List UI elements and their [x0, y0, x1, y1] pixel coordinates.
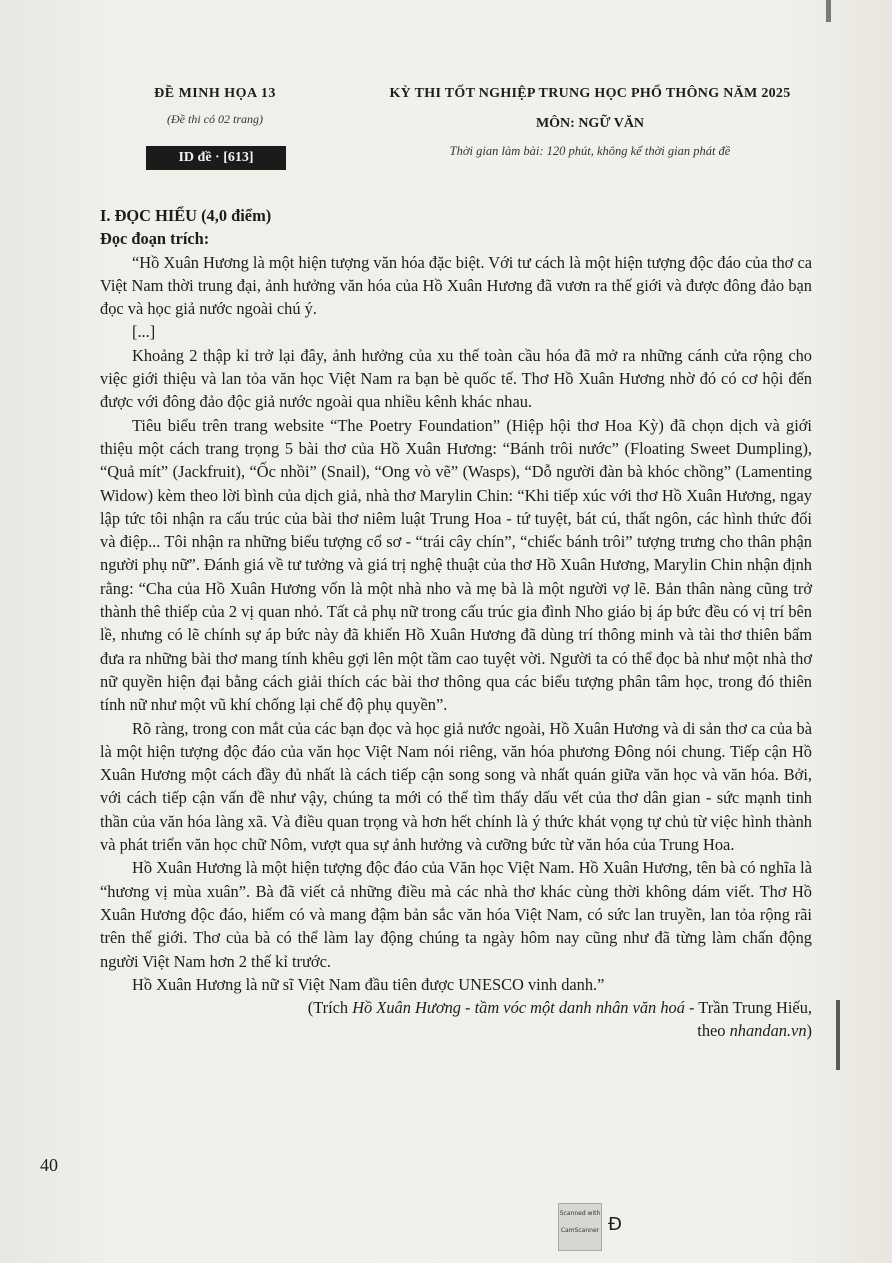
paragraph: Hồ Xuân Hương là nữ sĩ Việt Nam đầu tiên được UNESCO vinh danh.” — [132, 974, 605, 994]
paragraph: Khoảng 2 thập kỉ trở lại đây, ảnh hưởng của xu thế toàn cầu hóa đã mở ra những cánh cửa rộng cho việc giới thiệu và lan tỏa văn học Việt Nam ra bạn bè quốc tế. Thơ Hồ Xuân Hương nhờ đó có cơ hội đến được với đông đảo độc giả nước ngoài qua nhiều kênh khác nhau. — [100, 345, 812, 412]
section-title: I. ĐỌC HIỂU (4,0 điểm) — [100, 206, 272, 225]
time-note: Thời gian làm bài: 120 phút, không kể thời gian phát đề — [449, 144, 731, 158]
scan-edge-mark — [836, 1000, 840, 1070]
camscanner-logo: Scanned with CamScanner — [558, 1203, 602, 1251]
exam-header-left — [120, 86, 310, 127]
paragraph: Rõ ràng, trong con mắt của các bạn đọc và học giả nước ngoài, Hồ Xuân Hương và di sản thơ ca của bà là một hiện tượng độc đáo của văn học Việt Nam nói riêng, văn hóa phương Đông nói chung. Tiếp cận Hồ Xuân Hương một cách đầy đủ nhất là cách tiếp cận song song và nhất quán giữa văn học và văn hóa. Bởi, với cách tiếp cận vấn đề như vậy, chúng ta mới có thể tìm thấy dấu vết của thơ dân gian - sức mạnh tinh thần của văn hóa làng xã. Và điều quan trọng và hơn hết chính là ý thức khát vọng tự chủ từ việc hình thành và phát triển văn học chữ Nôm, vượt qua sự ảnh hưởng và cưỡng bức từ văn hóa của Trung Hoa. — [100, 718, 812, 855]
scan-edge-mark — [826, 0, 831, 22]
source-citation: (Trích Hồ Xuân Hương - tầm vóc một danh nhân văn hoá - Trần Trung Hiếu, — [307, 998, 812, 1018]
page-number: 40 — [40, 1155, 58, 1175]
subject-title: MÔN: NGỮ VĂN — [535, 116, 645, 131]
source-link: nhandan.vn — [729, 1021, 807, 1041]
page-count-note: (Đề thi có 02 trang) — [167, 112, 263, 126]
source-site: theo nhandan.vn) — [697, 1021, 812, 1041]
exam-id-badge: ID đề · [613] — [146, 146, 286, 170]
ellipsis: [...] — [132, 322, 156, 342]
exam-header-right — [345, 86, 835, 159]
source-title: Hồ Xuân Hương - tầm vóc một danh nhân văn hoá — [352, 998, 685, 1018]
paragraph: Hồ Xuân Hương là một hiện tượng độc đáo của Văn học Việt Nam. Hồ Xuân Hương, tên bà có nghĩa là “hương vị mùa xuân”. Bà đã viết cả những điều mà các nhà thơ khác cùng thời không dám viết. Thơ Hồ Xuân Hương độc đáo, hiếm có và mang đậm bản sắc văn hóa Việt Nam, có sức lan truyền, lan tỏa rộng rãi trên thế giới. Thơ của bà có thể làm lay động chúng ta ngày hôm nay cũng như đã từng làm chấn động người Việt Nam hơn 2 thế kỉ trước. — [100, 858, 812, 971]
scanner-glyph: Đ — [608, 1214, 622, 1235]
exam-code-title: ĐỀ MINH HỌA 13 — [154, 86, 276, 101]
paragraph: “Hồ Xuân Hương là một hiện tượng văn hóa đặc biệt. Với tư cách là một hiện tượng độc đáo của thơ ca Việt Nam thời trung đại, ảnh hưởng văn hóa của Hồ Xuân Hương đã vươn ra thế giới và được đông đảo bạn đọc và học giả nước ngoài chú ý. — [100, 252, 812, 319]
instruction: Đọc đoạn trích: — [100, 229, 210, 249]
reading-section — [100, 204, 812, 1043]
paragraph: Tiêu biểu trên trang website “The Poetry Foundation” (Hiệp hội thơ Hoa Kỳ) đã chọn dịch và giới thiệu một cách trang trọng 5 bài thơ của Hồ Xuân Hương: “Bánh trôi nước” (Floating Sweet Dumpling), “Quả mít” (Jackfruit), “Ốc nhồi” (Snail), “Ong vò vẽ” (Wasps), “Dỗ người đàn bà khóc chồng” (Lamenting Widow) kèm theo lời bình của dịch giả, nhà thơ Marylin Chin: “Khi tiếp xúc với thơ Hồ Xuân Hương, ngay lập tức tôi nhận ra cấu trúc của bài thơ niêm luật Trung Hoa - tứ tuyệt, bát cú, thất ngôn, các hình thức đối và điệp... Tôi nhận ra những biểu tượng cổ sơ - “trái cây chín”, “chiếc bánh trôi” tượng trưng cho thân phận người phụ nữ”. Đánh giá về tư tưởng và giá trị nghệ thuật của thơ Hồ Xuân Hương, Marylin Chin nhận định rằng: “Cha của Hồ Xuân Hương vốn là một nhà nho và mẹ bà là một người vợ lẽ. Bản thân nàng cũng trở thành thê thiếp của 2 vị quan nhỏ. Tất cả phụ nữ trong cấu trúc gia đình Nho giáo bị áp bức đều có vị trí bên lề, nhưng có lẽ chính sự áp bức này đã khiến Hồ Xuân Hương đã dùng trí thông minh và tài thơ thiên bẩm đưa ra những bài thơ mang tính khêu gợi lên một tầm cao tuyệt vời. Người ta có thể đọc bà như một nhà thơ nữ quyền hiện đại bằng cách giải thích các bài thơ thông qua các biểu tượng phân tâm học, trong đó thiên tính nữ như một vũ khí chống lại chế độ phụ quyền”. — [100, 415, 812, 715]
exam-title: KỲ THI TỐT NGHIỆP TRUNG HỌC PHỔ THÔNG NĂM 2025 — [389, 86, 791, 101]
